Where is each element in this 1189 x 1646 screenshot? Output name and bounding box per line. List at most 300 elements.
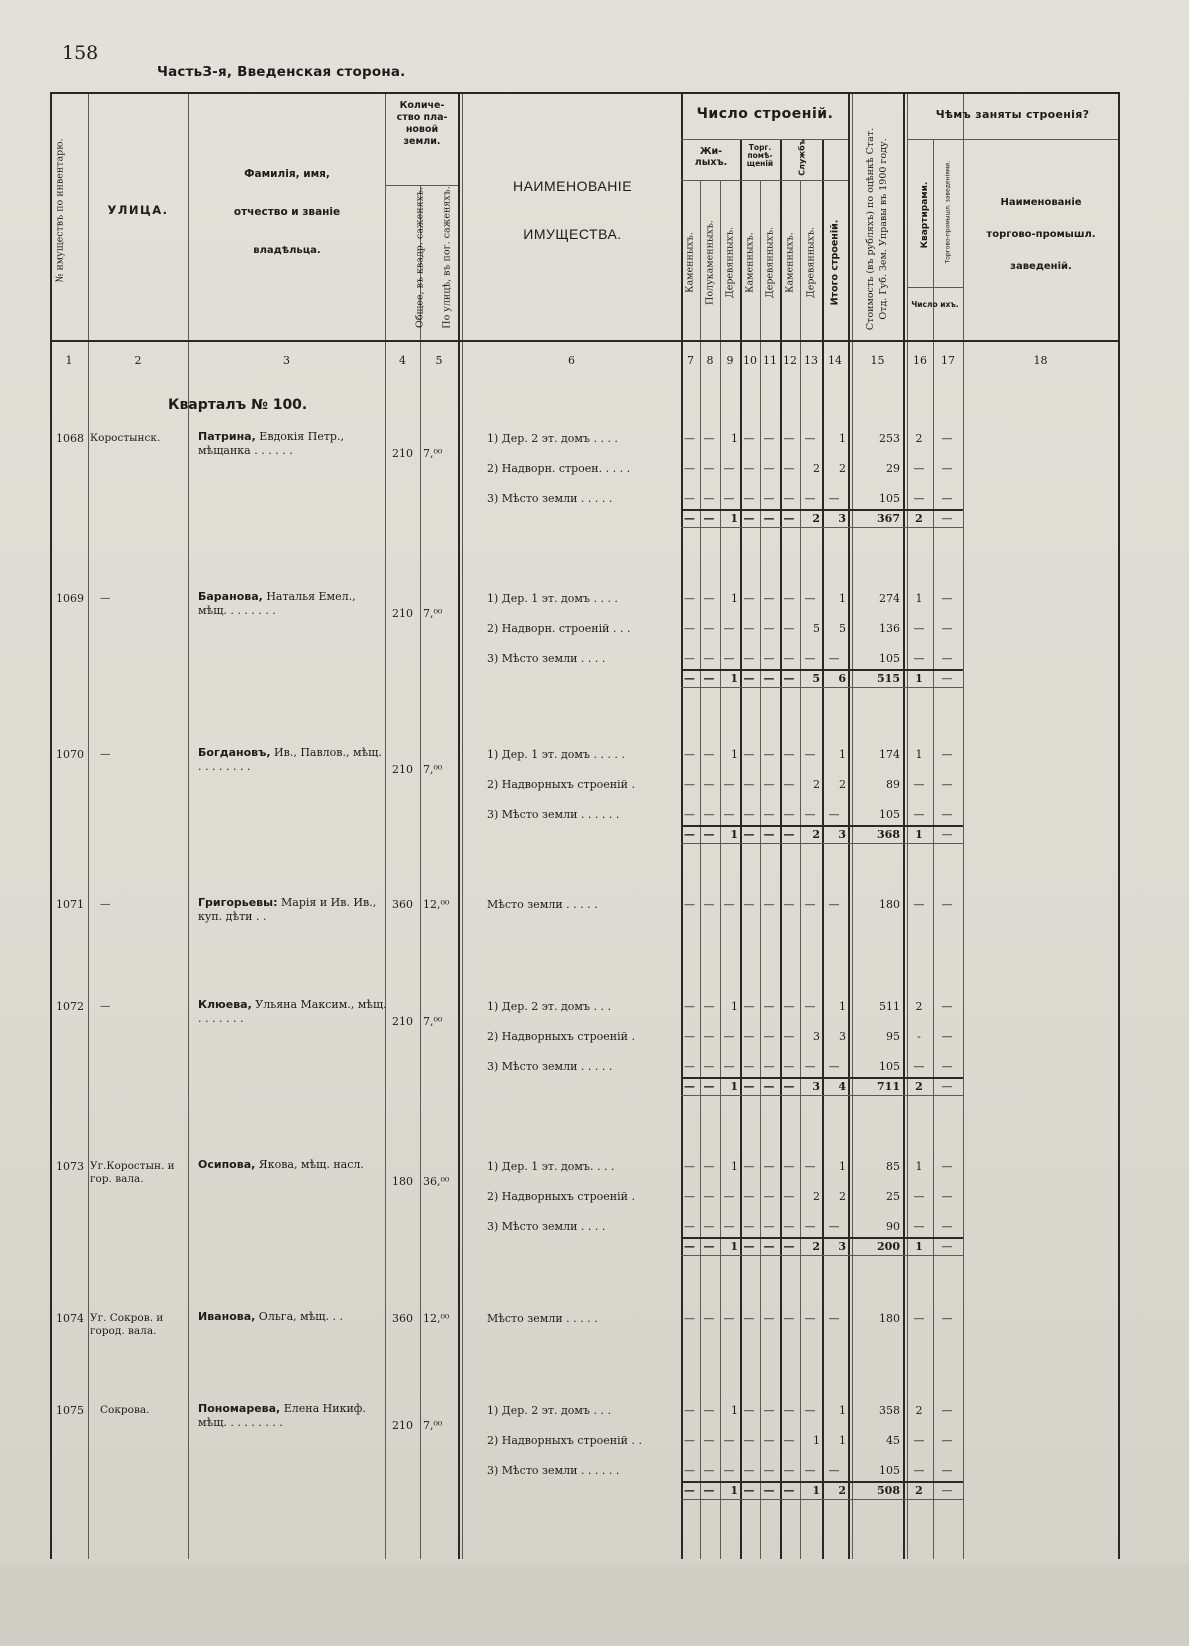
building-count: —: [763, 592, 775, 605]
total-value: 515: [877, 672, 900, 685]
building-count: —: [763, 1464, 775, 1477]
total-line: [681, 1481, 963, 1483]
building-count: —: [703, 1030, 715, 1043]
owner-details: Евдокія Петр., мѣщанка . . . . . .: [198, 430, 344, 457]
building-count: —: [703, 1312, 715, 1325]
frontage-value: 7,⁰⁰: [423, 763, 443, 776]
building-count: 1: [813, 1434, 820, 1447]
building-count: —: [743, 432, 755, 445]
total-building-count: —: [763, 672, 775, 685]
building-count: 1: [839, 1160, 846, 1173]
column-number: 18: [1033, 354, 1048, 367]
property-street: —: [100, 592, 111, 604]
column-number: 3: [283, 354, 290, 367]
total-apartments: 1: [915, 828, 923, 841]
total-building-count: 2: [838, 1484, 846, 1497]
area-value: 210: [392, 1015, 413, 1028]
building-count: —: [763, 778, 775, 791]
grid-vline: [420, 185, 421, 1559]
total-building-count: 1: [730, 1240, 738, 1253]
building-count: —: [763, 652, 775, 665]
header-col13: Деревянныхъ.: [805, 226, 817, 299]
total-building-count: —: [783, 1080, 795, 1093]
building-count: —: [828, 652, 840, 665]
apartments-count: —: [913, 462, 925, 475]
building-count: —: [723, 1060, 735, 1073]
total-building-count: —: [783, 1240, 795, 1253]
total-line: [681, 1255, 963, 1256]
total-building-count: —: [783, 828, 795, 841]
apartments-count: —: [913, 1464, 925, 1477]
page-heading: ЧастьЗ-я, Введенская сторона.: [157, 64, 406, 80]
header-col16: Квартирами.: [920, 181, 930, 249]
building-count: —: [684, 592, 695, 605]
owner-details: Ульяна Максим., мѣщ. . . . . . . .: [198, 998, 387, 1025]
header-col10: Каменныхъ.: [744, 232, 756, 293]
building-count: —: [783, 1404, 795, 1417]
grid-vline: [385, 92, 386, 1559]
building-count: —: [804, 492, 816, 505]
grid-hline: [907, 139, 1118, 140]
grid-vline: [822, 140, 824, 1559]
building-count: —: [783, 1464, 795, 1477]
building-count: —: [743, 462, 755, 475]
grid-vline: [740, 140, 742, 1559]
property-item: 3) Мѣсто земли . . . .: [487, 1220, 606, 1233]
building-count: —: [783, 1060, 795, 1073]
building-count: —: [743, 808, 755, 821]
building-count: —: [703, 592, 715, 605]
total-building-count: —: [743, 828, 755, 841]
apartments-count: —: [913, 1312, 925, 1325]
building-count: —: [804, 592, 816, 605]
building-count: —: [743, 492, 755, 505]
building-count: —: [703, 652, 715, 665]
total-building-count: —: [684, 672, 695, 685]
building-count: —: [743, 1060, 755, 1073]
total-line: [681, 843, 963, 844]
owner: [198, 430, 388, 458]
value-rubles: 25: [886, 1190, 900, 1203]
value-rubles: 253: [879, 432, 900, 445]
building-count: —: [804, 1160, 816, 1173]
frontage-value: 7,⁰⁰: [423, 1419, 443, 1432]
building-count: —: [783, 778, 795, 791]
value-rubles: 511: [879, 1000, 900, 1013]
building-count: —: [703, 462, 715, 475]
value-rubles: 105: [879, 808, 900, 821]
building-count: —: [804, 898, 816, 911]
total-building-count: 3: [838, 512, 846, 525]
property-street: —: [100, 748, 111, 760]
building-count: 3: [839, 1030, 846, 1043]
total-line: [681, 825, 963, 827]
header-property-2: ИМУЩЕСТВА.: [523, 226, 622, 242]
header-col14: Итого строеній.: [829, 219, 841, 306]
total-value: 508: [877, 1484, 900, 1497]
total-trade: —: [941, 672, 953, 685]
owner: [198, 1402, 388, 1430]
owner: [198, 1310, 388, 1324]
total-building-count: —: [763, 1080, 775, 1093]
grid-vline: [458, 92, 460, 1559]
total-building-count: —: [703, 1484, 715, 1497]
total-building-count: 6: [838, 672, 846, 685]
property-street: —: [100, 898, 111, 910]
building-count: —: [743, 1312, 755, 1325]
grid-vline: [700, 180, 701, 1559]
total-value: 200: [877, 1240, 900, 1253]
total-line: [681, 1095, 963, 1096]
property-item: 1) Дер. 1 эт. домъ. . . .: [487, 1160, 615, 1173]
total-line: [681, 1237, 963, 1239]
trade-count: —: [941, 748, 953, 761]
owner: [198, 590, 388, 618]
building-count: —: [828, 1464, 840, 1477]
total-line: [681, 1499, 963, 1500]
column-number: 4: [399, 354, 406, 367]
building-count: —: [763, 748, 775, 761]
property-id: 1074: [56, 1312, 84, 1325]
trade-count: —: [941, 1220, 953, 1233]
property-item: 3) Мѣсто земли . . . . .: [487, 492, 613, 505]
header-col7: Каменныхъ.: [684, 232, 696, 293]
building-count: —: [783, 808, 795, 821]
building-count: —: [743, 1190, 755, 1203]
value-rubles: 180: [879, 898, 900, 911]
frontage-value: 7,⁰⁰: [423, 447, 443, 460]
building-count: —: [828, 1220, 840, 1233]
total-trade: —: [941, 1080, 953, 1093]
total-apartments: 2: [915, 1080, 923, 1093]
header-col8: Полукаменныхъ.: [704, 220, 716, 305]
building-count: —: [703, 1434, 715, 1447]
apartments-count: —: [913, 492, 925, 505]
apartments-count: -: [917, 1030, 921, 1043]
building-count: —: [703, 432, 715, 445]
building-count: —: [703, 778, 715, 791]
total-building-count: 3: [812, 1080, 820, 1093]
building-count: 1: [731, 1160, 738, 1173]
area-value: 210: [392, 763, 413, 776]
property-item: 1) Дер. 2 эт. домъ . . .: [487, 1404, 611, 1417]
building-count: —: [684, 1464, 695, 1477]
building-count: —: [763, 432, 775, 445]
header-col1: № имуществъ по инвентарю.: [54, 138, 66, 283]
grid-vline: [933, 140, 934, 1559]
building-count: —: [723, 462, 735, 475]
property-item: 3) Мѣсто земли . . . . .: [487, 1060, 613, 1073]
total-line: [681, 687, 963, 688]
quarter-title: Кварталъ № 100.: [168, 397, 308, 413]
property-id: 1073: [56, 1160, 84, 1173]
total-trade: —: [941, 1240, 953, 1253]
owner: [198, 746, 388, 774]
building-count: —: [723, 1464, 735, 1477]
building-count: —: [743, 1464, 755, 1477]
area-value: 180: [392, 1175, 413, 1188]
trade-count: —: [941, 1312, 953, 1325]
building-count: —: [723, 808, 735, 821]
total-apartments: 1: [915, 1240, 923, 1253]
apartments-count: —: [913, 1434, 925, 1447]
header-trade: Торг. помѣ-щеній: [746, 143, 774, 168]
owner-name: Осипова,: [198, 1158, 256, 1171]
property-item: 1) Дер. 1 эт. домъ . . . . .: [487, 748, 625, 761]
apartments-count: —: [913, 652, 925, 665]
header-occupied: Чѣмъ заняты строенія?: [935, 108, 1090, 121]
building-count: 3: [813, 1030, 820, 1043]
building-count: 2: [839, 462, 846, 475]
building-count: —: [783, 1160, 795, 1173]
total-building-count: 1: [730, 828, 738, 841]
apartments-count: 2: [915, 1404, 923, 1417]
building-count: —: [763, 1220, 775, 1233]
apartments-count: 2: [915, 1000, 923, 1013]
property-item: 3) Мѣсто земли . . . .: [487, 652, 606, 665]
total-apartments: 2: [915, 512, 923, 525]
building-count: —: [723, 778, 735, 791]
property-item: 1) Дер. 2 эт. домъ . . .: [487, 1000, 611, 1013]
total-building-count: —: [783, 1484, 795, 1497]
column-number: 5: [435, 354, 443, 367]
value-rubles: 180: [879, 1312, 900, 1325]
building-count: 5: [813, 622, 820, 635]
total-value: 711: [877, 1080, 900, 1093]
owner-name: Клюева,: [198, 998, 252, 1011]
column-number: 6: [568, 354, 575, 367]
building-count: —: [743, 652, 755, 665]
building-count: —: [763, 808, 775, 821]
total-building-count: —: [783, 512, 795, 525]
value-rubles: 274: [879, 592, 900, 605]
property-id: 1070: [56, 748, 84, 761]
building-count: —: [763, 1404, 775, 1417]
owner: [198, 1158, 388, 1172]
property-id: 1075: [56, 1404, 84, 1417]
header-service: Службъ: [797, 139, 807, 176]
total-building-count: 2: [812, 828, 820, 841]
property-id: 1072: [56, 1000, 84, 1013]
trade-count: —: [941, 622, 953, 635]
building-count: —: [763, 898, 775, 911]
header-owner-1: Фамилія, имя,: [244, 168, 330, 180]
building-count: —: [723, 1220, 735, 1233]
value-rubles: 105: [879, 1060, 900, 1073]
building-count: —: [804, 432, 816, 445]
building-count: —: [763, 1000, 775, 1013]
building-count: —: [804, 1220, 816, 1233]
header-col18-2: торгово-промышл.: [986, 229, 1096, 240]
building-count: —: [743, 1030, 755, 1043]
owner-details: Ив., Павлов., мѣщ. . . . . . . . .: [198, 746, 382, 773]
building-count: —: [684, 778, 695, 791]
total-building-count: —: [703, 512, 715, 525]
total-building-count: 5: [812, 672, 820, 685]
building-count: —: [703, 1000, 715, 1013]
value-rubles: 136: [879, 622, 900, 635]
total-building-count: —: [703, 828, 715, 841]
value-rubles: 95: [886, 1030, 900, 1043]
header-count: Число ихъ.: [911, 300, 959, 309]
total-building-count: —: [743, 1080, 755, 1093]
property-street: Сокрова.: [100, 1404, 150, 1416]
total-building-count: —: [684, 1484, 695, 1497]
building-count: —: [804, 1000, 816, 1013]
grid-vline: [188, 92, 189, 1559]
total-building-count: 1: [730, 1484, 738, 1497]
building-count: 2: [813, 1190, 820, 1203]
header-col18-3: заведеній.: [1010, 261, 1072, 272]
property-street: Уг.Коростын. и гор. вала.: [90, 1160, 175, 1185]
value-rubles: 105: [879, 652, 900, 665]
building-count: 1: [839, 432, 846, 445]
building-count: —: [684, 622, 695, 635]
apartments-count: 1: [915, 748, 923, 761]
building-count: —: [804, 1464, 816, 1477]
apartments-count: 1: [915, 592, 923, 605]
apartments-count: —: [913, 1190, 925, 1203]
grid-vline: [760, 180, 761, 1559]
building-count: 5: [839, 622, 846, 635]
apartments-count: —: [913, 778, 925, 791]
owner-details: Якова, мѣщ. насл.: [255, 1158, 364, 1171]
building-count: —: [763, 622, 775, 635]
total-building-count: 1: [730, 512, 738, 525]
building-count: 1: [731, 1000, 738, 1013]
area-value: 360: [392, 898, 413, 911]
frontage-value: 12,⁰⁰: [423, 898, 450, 911]
building-count: —: [743, 898, 755, 911]
building-count: —: [723, 898, 735, 911]
trade-count: —: [941, 432, 953, 445]
building-count: —: [684, 1000, 695, 1013]
trade-count: —: [941, 898, 953, 911]
building-count: 1: [839, 1404, 846, 1417]
building-count: —: [743, 592, 755, 605]
property-street: Уг. Сокров. и город. вала.: [90, 1312, 164, 1337]
total-apartments: 1: [915, 672, 923, 685]
grid-hline: [681, 139, 848, 140]
building-count: —: [743, 778, 755, 791]
building-count: —: [783, 432, 795, 445]
trade-count: —: [941, 778, 953, 791]
total-value: 367: [877, 512, 900, 525]
building-count: —: [743, 622, 755, 635]
header-area: Общее, въ квадр. саженяхъ.: [414, 186, 426, 329]
building-count: —: [763, 462, 775, 475]
building-count: —: [783, 898, 795, 911]
building-count: —: [703, 1160, 715, 1173]
total-building-count: —: [703, 672, 715, 685]
column-number: 11: [763, 354, 777, 367]
property-item: 3) Мѣсто земли . . . . . .: [487, 1464, 620, 1477]
building-count: —: [684, 492, 695, 505]
property-item: 2) Надворн. строеній . . .: [487, 622, 631, 635]
total-building-count: 3: [838, 1240, 846, 1253]
building-count: —: [743, 1220, 755, 1233]
total-building-count: —: [743, 1484, 755, 1497]
building-count: —: [703, 748, 715, 761]
trade-count: —: [941, 462, 953, 475]
building-count: —: [723, 652, 735, 665]
grid-hline: [50, 340, 1118, 342]
building-count: —: [684, 1060, 695, 1073]
building-count: —: [743, 1404, 755, 1417]
area-value: 210: [392, 607, 413, 620]
building-count: —: [684, 462, 695, 475]
total-line: [681, 669, 963, 671]
building-count: —: [804, 808, 816, 821]
total-value: 368: [877, 828, 900, 841]
frontage-value: 7,⁰⁰: [423, 607, 443, 620]
total-trade: —: [941, 828, 953, 841]
header-frontage: По улицѣ, въ пог. саженяхъ.: [441, 186, 453, 329]
building-count: —: [763, 1060, 775, 1073]
column-number: 2: [134, 354, 142, 367]
header-street: УЛИЦА.: [107, 203, 169, 217]
building-count: —: [684, 432, 695, 445]
grid-vline: [50, 92, 52, 1559]
column-number: 14: [828, 354, 842, 367]
total-building-count: —: [743, 512, 755, 525]
building-count: —: [723, 622, 735, 635]
total-building-count: 1: [812, 1484, 820, 1497]
building-count: —: [684, 1220, 695, 1233]
building-count: 2: [839, 778, 846, 791]
building-count: —: [723, 1190, 735, 1203]
trade-count: —: [941, 1000, 953, 1013]
value-rubles: 45: [886, 1434, 900, 1447]
building-count: —: [828, 1060, 840, 1073]
grid-vline: [780, 140, 782, 1559]
owner-name: Григорьевы:: [198, 896, 278, 909]
grid-hline: [681, 180, 848, 181]
owner-details: Наталья Емел., мѣщ. . . . . . . .: [198, 590, 356, 617]
building-count: —: [804, 652, 816, 665]
building-count: —: [703, 622, 715, 635]
trade-count: —: [941, 492, 953, 505]
building-count: —: [703, 492, 715, 505]
building-count: —: [684, 898, 695, 911]
building-count: —: [684, 1030, 695, 1043]
building-count: 2: [839, 1190, 846, 1203]
building-count: —: [783, 1000, 795, 1013]
header-buildings: Число строеній.: [696, 106, 834, 122]
value-rubles: 85: [886, 1160, 900, 1173]
owner-name: Иванова,: [198, 1310, 256, 1323]
header-col18-1: Наименованіе: [1000, 197, 1082, 208]
building-count: 1: [731, 1404, 738, 1417]
trade-count: —: [941, 1464, 953, 1477]
total-line: [681, 527, 963, 528]
header-property-1: НАИМЕНОВАНІЕ: [512, 178, 633, 194]
building-count: —: [763, 1160, 775, 1173]
header-land: Количе-ство пла-новой земли.: [396, 100, 448, 147]
building-count: 1: [839, 748, 846, 761]
property-item: 2) Надворныхъ строеній .: [487, 1190, 635, 1203]
apartments-count: —: [913, 808, 925, 821]
total-building-count: —: [684, 828, 695, 841]
property-street: —: [100, 1000, 111, 1012]
building-count: —: [743, 1000, 755, 1013]
total-line: [681, 509, 963, 511]
apartments-count: —: [913, 1220, 925, 1233]
column-number: 17: [941, 354, 955, 367]
column-number: 9: [726, 354, 734, 367]
property-item: Мѣсто земли . . . . .: [487, 1312, 598, 1325]
column-number: 13: [804, 354, 818, 367]
